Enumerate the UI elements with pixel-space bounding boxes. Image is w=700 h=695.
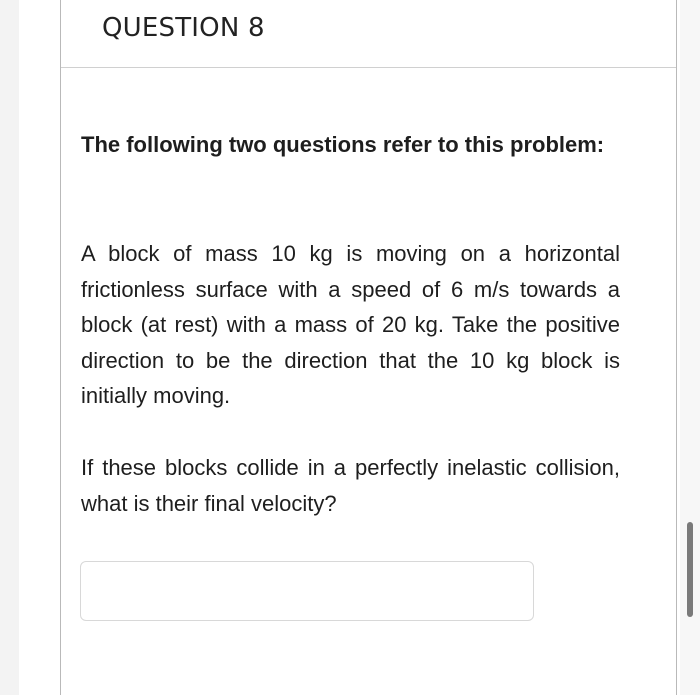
question-intro: The following two questions refer to this problem: — [81, 132, 605, 157]
left-gutter — [0, 0, 19, 695]
header-divider — [61, 67, 676, 68]
answer-input[interactable] — [80, 561, 534, 621]
question-prompt: If these blocks collide in a perfectly inelastic collision, what is their final velocity? — [81, 455, 620, 516]
question-header: QUESTION 8 — [102, 13, 265, 43]
scrollbar-thumb[interactable] — [687, 522, 693, 617]
problem-text: A block of mass 10 kg is moving on a horizontal frictionless surface with a speed of 6 m/s towards a block (at rest) with a mass of 20 kg. Take the positive direction to be the direction that the 10 kg block is initially moving. — [81, 241, 620, 408]
